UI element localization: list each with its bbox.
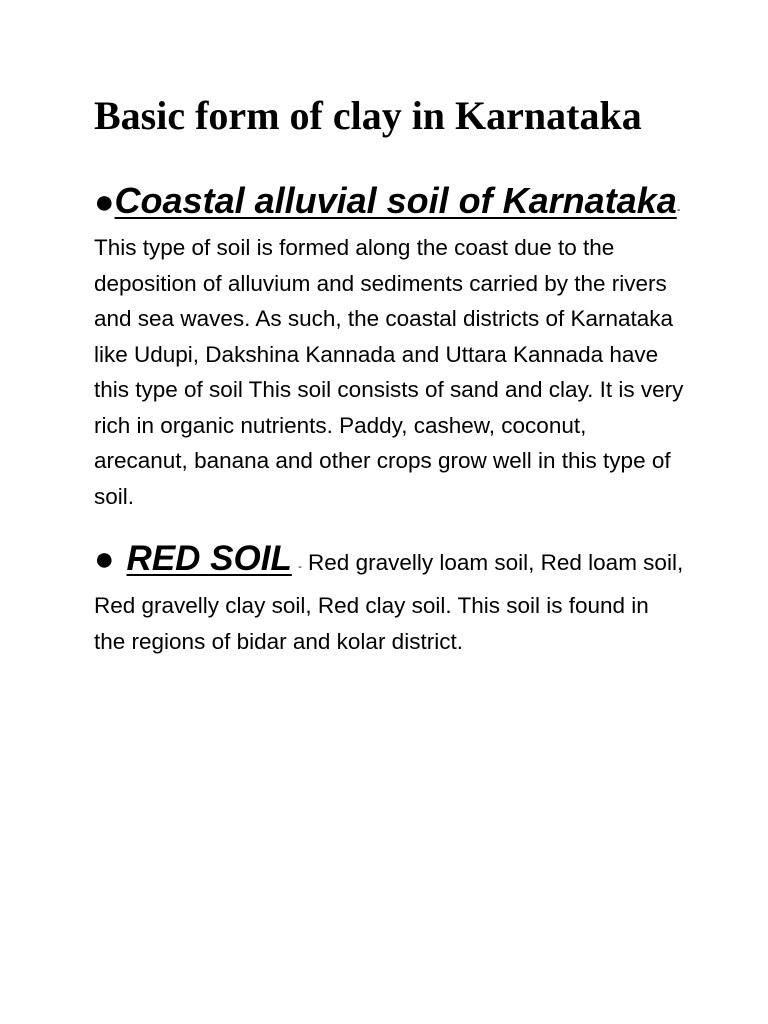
section-body: Red gravelly loam soil, Red loam soil, Red gravelly clay soil, Red clay soil. This soil is found in the regions of bidar and kolar district. <box>94 550 684 654</box>
section-coastal-alluvial-soil <box>94 172 684 514</box>
section-red-soil <box>94 530 684 659</box>
section-heading: Coastal alluvial soil of Karnataka <box>114 180 677 221</box>
document-page <box>94 90 684 659</box>
document-title: Basic form of clay in Karnataka <box>94 93 642 138</box>
bullet-icon: ● <box>94 540 115 578</box>
section-body: This type of soil is formed along the coast due to the deposition of alluvium and sediments carried by the rivers and sea waves. As such, the coastal districts of Karnataka like Udupi, Dakshina Kannada and Uttara Kannada have this type of soil This soil consists of sand and clay. It is very rich in organic nutrients. Paddy, cashew, coconut, arecanut, banana and other crops grow well in this type of soil. <box>94 235 684 509</box>
heading-separator: - <box>676 204 681 216</box>
heading-separator: - <box>298 561 302 573</box>
section-heading: RED SOIL <box>126 539 292 578</box>
bullet-icon: ● <box>94 183 115 221</box>
